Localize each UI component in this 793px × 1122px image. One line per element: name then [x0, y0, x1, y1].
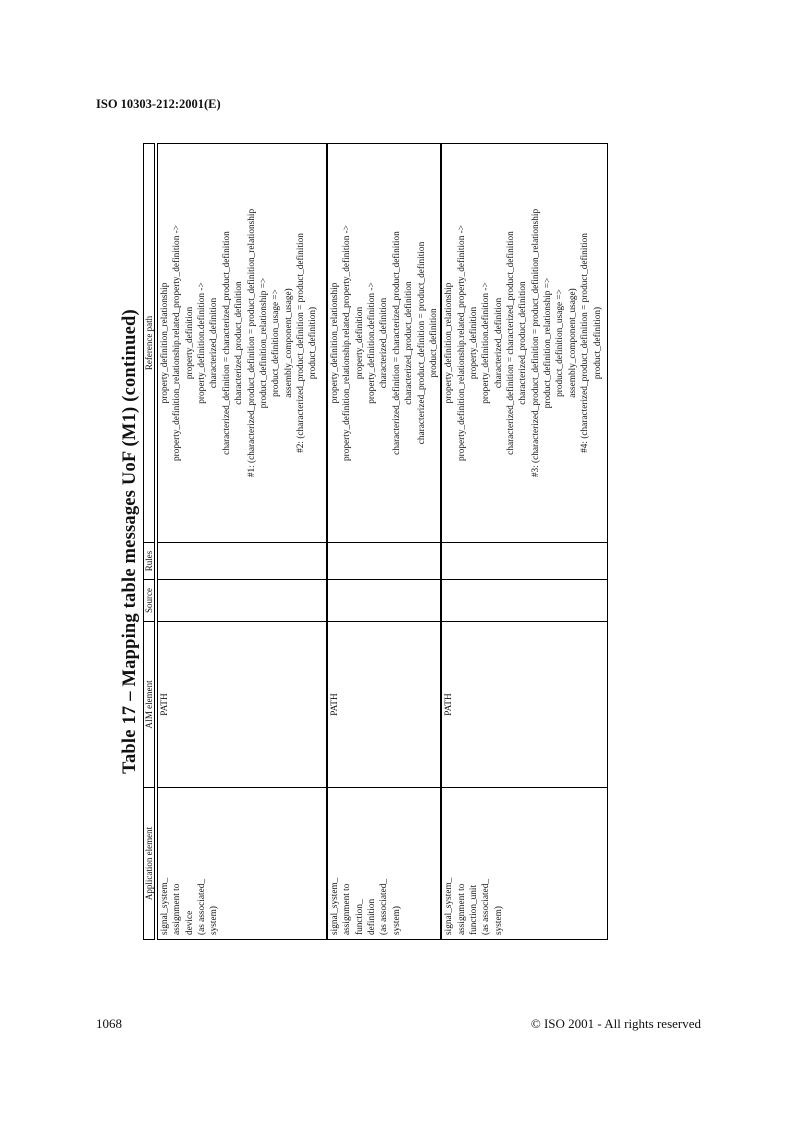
reference-path-cell [327, 144, 441, 543]
source-cell [441, 580, 608, 622]
page-number: 1068 [96, 1016, 122, 1031]
application-element-cell [327, 788, 441, 940]
application-element-line: system) [391, 906, 402, 935]
application-element-line: (as associated_ [481, 878, 492, 935]
reference-path-line: characterized_definition [493, 297, 504, 389]
reference-path-line: property_definition_relationship [330, 282, 340, 404]
rules-cell [327, 543, 441, 580]
reference-path-line: property_definition_relationship [444, 282, 455, 404]
reference-path-line: product_definition_relationship => [258, 277, 269, 409]
aim-element-cell: PATH [327, 622, 441, 788]
document-header: ISO 10303-212:2001(E) [96, 97, 221, 111]
application-element-line: system) [493, 906, 504, 935]
rules-cell [156, 543, 327, 580]
application-element-line: device [184, 910, 195, 935]
reference-path-cell [156, 144, 327, 543]
rules-cell [441, 543, 608, 580]
reference-path-line: #1: (characterized_product_definition = product_definition_relationship [246, 208, 257, 478]
reference-path-line: product_definition_relationship => [543, 277, 554, 409]
copyright-notice: © ISO 2001 - All rights reserved [530, 1016, 701, 1031]
reference-path-line: property_definition_relationship.related_property_definition -> [172, 224, 183, 462]
reference-path-line: property_definition_relationship.related_property_definition -> [456, 224, 467, 462]
reference-path-line: property_definition.definition -> [197, 282, 208, 404]
column-header-application-element: Application element [144, 788, 157, 940]
table-row [327, 144, 441, 940]
rotated-table-block [110, 143, 603, 940]
reference-path-line: characterized_definition = characterized_product_definition [391, 231, 402, 455]
aim-element-cell: PATH [156, 622, 327, 788]
application-element-line: assignment to [456, 883, 467, 935]
reference-path-line: assembly_component_usage) [567, 288, 578, 398]
table-title: Table 17 – Mapping table messages UoF (M1) (continued) [120, 309, 140, 774]
application-element-line: (as associated_ [379, 878, 390, 935]
aim-element-cell: PATH [441, 622, 608, 788]
application-element-line: (as associated_ [197, 878, 208, 935]
application-element-line: system) [209, 906, 220, 935]
table-row [441, 144, 608, 940]
application-element-line: assignment to [172, 883, 183, 935]
reference-path-line: property_definition.definition -> [481, 282, 492, 404]
source-cell [327, 580, 441, 622]
mapping-table [143, 143, 608, 940]
reference-path-cell [441, 144, 608, 543]
reference-path-line: characterized_product_definition = product_definition [416, 241, 427, 445]
reference-path-line: assembly_component_usage) [283, 288, 294, 398]
reference-path-line: product_definition_usage => [271, 289, 282, 397]
reference-path-line: property_definition_relationship.related_property_definition -> [342, 224, 353, 462]
reference-path-line: #2: (characterized_product_definition = product_definition [295, 233, 306, 453]
reference-path-line: property_definition_relationship [160, 282, 170, 404]
reference-path-line: product_definition_usage => [555, 289, 566, 397]
reference-path-line: characterized_definition [379, 297, 390, 389]
reference-path-line: property_definition [354, 306, 365, 380]
application-element-cell [441, 788, 608, 940]
application-element-cell [156, 788, 327, 940]
reference-path-line: property_definition [184, 306, 195, 380]
application-element-line: definition [367, 898, 378, 935]
application-element-line: signal_system_ [330, 877, 340, 935]
table-row [156, 144, 327, 940]
reference-path-line: characterized_definition = characterized_product_definition [506, 231, 517, 455]
column-header-source: Source [144, 580, 157, 622]
application-element-line: signal_system_ [444, 877, 455, 935]
application-element-line: assignment to [342, 883, 353, 935]
source-cell [156, 580, 327, 622]
reference-path-line: #4: (characterized_product_definition = product_definition [580, 233, 591, 453]
reference-path-line: property_definition [468, 306, 479, 380]
reference-path-line: product_definition [428, 308, 439, 378]
reference-path-line: property_definition.definition -> [367, 282, 378, 404]
application-element-line: function_ [354, 899, 365, 935]
table-header-row [144, 144, 157, 940]
application-element-line: function_unit [468, 884, 479, 935]
column-header-rules: Rules [144, 543, 157, 580]
reference-path-line: characterized_product_definition [234, 281, 245, 405]
column-header-aim-element: AIM element [144, 622, 157, 788]
reference-path-line: #3: (characterized_product_definition = product_definition_relationship [530, 208, 541, 478]
application-element-line: signal_system_ [160, 877, 170, 935]
reference-path-line: characterized_product_definition [518, 281, 529, 405]
reference-path-line: product_definition) [592, 306, 603, 380]
reference-path-line: characterized_definition [209, 297, 220, 389]
reference-path-line: characterized_definition = characterized_product_definition [221, 231, 232, 455]
reference-path-line: characterized_product_definition [404, 281, 415, 405]
column-header-reference-path: Reference path [144, 144, 157, 543]
reference-path-line: product_definition) [308, 306, 319, 380]
